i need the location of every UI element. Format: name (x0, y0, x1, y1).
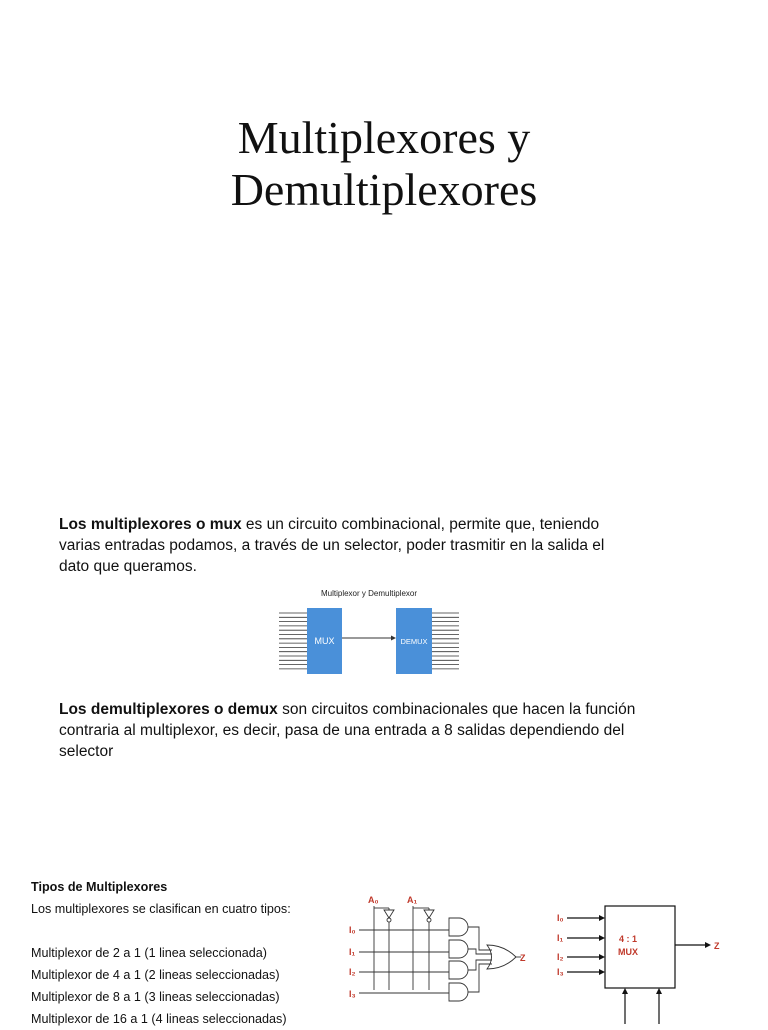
mux-demux-caption: Multiplexor y Demultiplexor (320, 589, 418, 598)
demux-paragraph-line-3: selector (59, 743, 114, 760)
select-label-a0: A₀ (368, 895, 379, 905)
logic-wiring (359, 906, 521, 1001)
block-input-label-i2: I₂ (557, 952, 564, 962)
mux-input-lines (279, 613, 307, 669)
mux-term: Los multiplexores o mux (59, 516, 242, 533)
block-wiring (567, 906, 711, 1024)
types-item-3: Multiplexor de 8 a 1 (3 lineas seleccionadas) (31, 990, 280, 1004)
types-item-1: Multiplexor de 2 a 1 (1 linea seleccionada) (31, 946, 267, 960)
mux-paragraph-line-2: varias entradas podamos, a través de un selector, poder trasmitir en la salida el (59, 537, 605, 554)
input-label-i3: I₃ (349, 989, 356, 999)
mux-demux-diagram (276, 586, 466, 680)
block-output-label-z: Z (714, 941, 720, 951)
title-line-2: Demultiplexores (230, 164, 538, 215)
block-input-label-i0: I₀ (557, 913, 564, 923)
mux-to-demux-arrow (391, 636, 396, 641)
mux-paragraph-line-1 (59, 514, 719, 535)
demux-output-lines (432, 613, 459, 669)
block-label-mux: MUX (618, 947, 638, 957)
demux-paragraph-line-2: contraria al multiplexor, es decir, pasa de una entrada a 8 salidas dependiendo del (59, 722, 625, 739)
types-heading: Tipos de Multiplexores (31, 880, 168, 894)
input-label-i0: I₀ (349, 925, 356, 935)
types-item-4: Multiplexor de 16 a 1 (4 lineas seleccionadas) (31, 1012, 287, 1026)
mux-paragraph-line-3: dato que queramos. (59, 558, 197, 575)
select-label-a1: A₁ (407, 895, 418, 905)
mux-block-label: MUX (314, 636, 335, 646)
demux-paragraph (59, 699, 719, 762)
page-title (0, 112, 768, 216)
input-label-i1: I₁ (349, 947, 356, 957)
mux-logic-diagram (344, 890, 534, 1010)
types-section (31, 876, 341, 1030)
mux-paragraph (59, 514, 719, 577)
types-spacer (31, 920, 341, 942)
block-label-ratio: 4 : 1 (618, 934, 638, 944)
types-item-2: Multiplexor de 4 a 1 (2 lineas seleccionadas) (31, 968, 280, 982)
title-line-1: Multiplexores y (237, 112, 531, 163)
block-input-label-i1: I₁ (557, 933, 564, 943)
demux-term: Los demultiplexores o demux (59, 701, 278, 718)
demux-block-label: DEMUX (400, 637, 428, 646)
demux-paragraph-line-1 (59, 699, 719, 720)
output-label-z: Z (520, 953, 526, 963)
block-input-label-i3: I₃ (557, 967, 564, 977)
input-label-i2: I₂ (349, 967, 356, 977)
demux-paragraph-text-1: son circuitos combinacionales que hacen la función (277, 701, 636, 718)
types-intro: Los multiplexores se clasifican en cuatro tipos: (31, 902, 291, 916)
mux-paragraph-text-1: es un circuito combinacional, permite que, teniendo (241, 516, 600, 533)
mux-block-diagram (553, 900, 725, 1024)
